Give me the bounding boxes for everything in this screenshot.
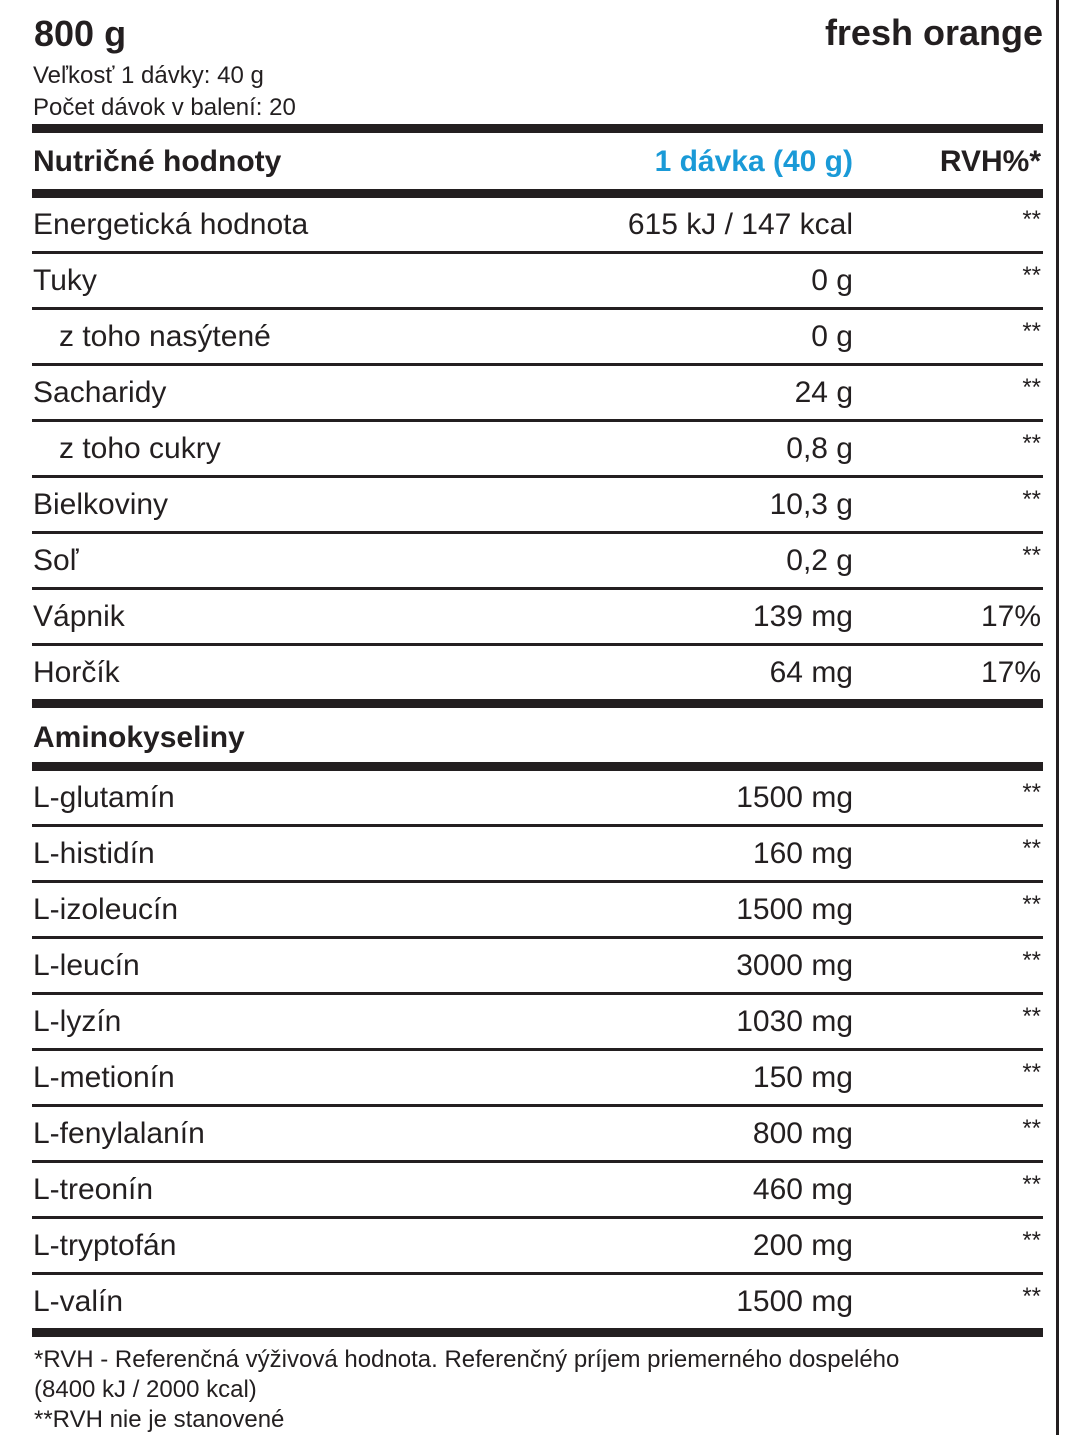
row-rvh: ** (1022, 542, 1041, 569)
row-amount: 800 mg (752, 1117, 853, 1150)
divider-thick (32, 1328, 1043, 1337)
row-rvh: ** (1022, 891, 1041, 918)
row-amount: 0,2 g (786, 544, 853, 577)
row-rvh: ** (1022, 262, 1041, 289)
row-label: L-izoleucín (33, 893, 179, 926)
row-rvh: ** (1022, 206, 1041, 233)
row-amount: 1500 mg (736, 781, 853, 814)
row-label: Horčík (33, 656, 120, 689)
table-row (32, 254, 1043, 307)
footnote-rvh: *RVH - Referenčná výživová hodnota. Referenčný príjem priemerného dospelého (34, 1346, 900, 1373)
row-amount: 24 g (794, 376, 853, 409)
row-amount: 3000 mg (736, 949, 853, 982)
row-amount: 460 mg (752, 1173, 853, 1206)
table-row (32, 771, 1043, 824)
label-header (32, 0, 1043, 60)
row-label: L-metionín (33, 1061, 175, 1094)
row-amount: 0,8 g (786, 432, 853, 465)
divider-thick (32, 762, 1043, 771)
row-amount: 10,3 g (769, 488, 853, 521)
table-row (32, 310, 1043, 363)
row-amount: 200 mg (752, 1229, 853, 1262)
table-row (32, 534, 1043, 587)
row-label: Tuky (33, 264, 97, 297)
table-row (32, 827, 1043, 880)
table-row (32, 1275, 1043, 1328)
row-rvh: ** (1022, 1115, 1041, 1142)
table-row (32, 646, 1043, 699)
amino-list (32, 771, 1043, 1328)
row-rvh: ** (1022, 318, 1041, 345)
row-rvh: ** (1022, 779, 1041, 806)
header-rvh: RVH%* (939, 145, 1041, 178)
row-amount: 1030 mg (736, 1005, 853, 1038)
table-row (32, 939, 1043, 992)
row-rvh: 17% (980, 656, 1041, 689)
row-rvh: ** (1022, 1283, 1041, 1310)
row-amount: 1500 mg (736, 893, 853, 926)
table-row (32, 366, 1043, 419)
nutrition-label (32, 0, 1043, 1435)
divider-thick (32, 124, 1043, 133)
servings-per-package: Počet dávok v balení: 20 (33, 94, 296, 121)
row-rvh: ** (1022, 1003, 1041, 1030)
row-label: z toho nasýtené (59, 320, 271, 353)
row-amount: 1500 mg (736, 1285, 853, 1318)
row-amount: 150 mg (752, 1061, 853, 1094)
package-weight: 800 g (34, 13, 127, 54)
flavor-name: fresh orange (824, 12, 1043, 53)
serving-size: Veľkosť 1 dávky: 40 g (33, 62, 264, 89)
row-amount: 160 mg (752, 837, 853, 870)
nutrients-list (32, 198, 1043, 699)
table-row (32, 478, 1043, 531)
table-row (32, 1163, 1043, 1216)
table-row (32, 1107, 1043, 1160)
table-row (32, 422, 1043, 475)
table-header-row (32, 133, 1043, 189)
row-amount: 139 mg (752, 600, 853, 633)
row-rvh: ** (1022, 1059, 1041, 1086)
table-row (32, 1219, 1043, 1272)
divider-thick (32, 699, 1043, 708)
table-row (32, 590, 1043, 643)
row-amount: 0 g (811, 264, 853, 297)
row-label: Vápnik (33, 600, 125, 633)
table-row (32, 883, 1043, 936)
divider-thick (32, 189, 1043, 198)
table-row (32, 198, 1043, 251)
row-rvh: ** (1022, 1171, 1041, 1198)
row-label: L-glutamín (33, 781, 175, 814)
row-label: L-treonín (33, 1173, 154, 1206)
row-rvh: ** (1022, 486, 1041, 513)
row-label: z toho cukry (59, 432, 221, 465)
row-label: L-fenylalanín (33, 1117, 205, 1150)
row-rvh: ** (1022, 374, 1041, 401)
row-label: Sacharidy (33, 376, 167, 409)
header-nutrients: Nutričné hodnoty (33, 145, 282, 178)
row-rvh: 17% (980, 600, 1041, 633)
row-rvh: ** (1022, 947, 1041, 974)
row-label: L-tryptofán (33, 1229, 177, 1262)
row-rvh: ** (1022, 1227, 1041, 1254)
row-label: L-histidín (33, 837, 155, 870)
row-rvh: ** (1022, 835, 1041, 862)
row-label: Energetická hodnota (33, 208, 309, 241)
footnotes (32, 1337, 1043, 1435)
row-label: Bielkoviny (33, 488, 169, 521)
table-row (32, 995, 1043, 1048)
row-amount: 64 mg (769, 656, 853, 689)
table-row (32, 1051, 1043, 1104)
footnote-rvh-reference: (8400 kJ / 2000 kcal) (34, 1376, 257, 1403)
row-label: L-valín (33, 1285, 124, 1318)
row-rvh: ** (1022, 430, 1041, 457)
amino-section-title: Aminokyseliny (33, 721, 245, 754)
row-label: L-leucín (33, 949, 140, 982)
amino-section-title-row (32, 708, 1043, 762)
row-amount: 0 g (811, 320, 853, 353)
row-amount: 615 kJ / 147 kcal (627, 208, 853, 241)
row-label: Soľ (33, 544, 79, 577)
row-label: L-lyzín (33, 1005, 122, 1038)
serving-info (32, 60, 1043, 124)
footnote-not-set: **RVH nie je stanovené (34, 1406, 285, 1433)
header-serving: 1 dávka (40 g) (654, 145, 853, 178)
